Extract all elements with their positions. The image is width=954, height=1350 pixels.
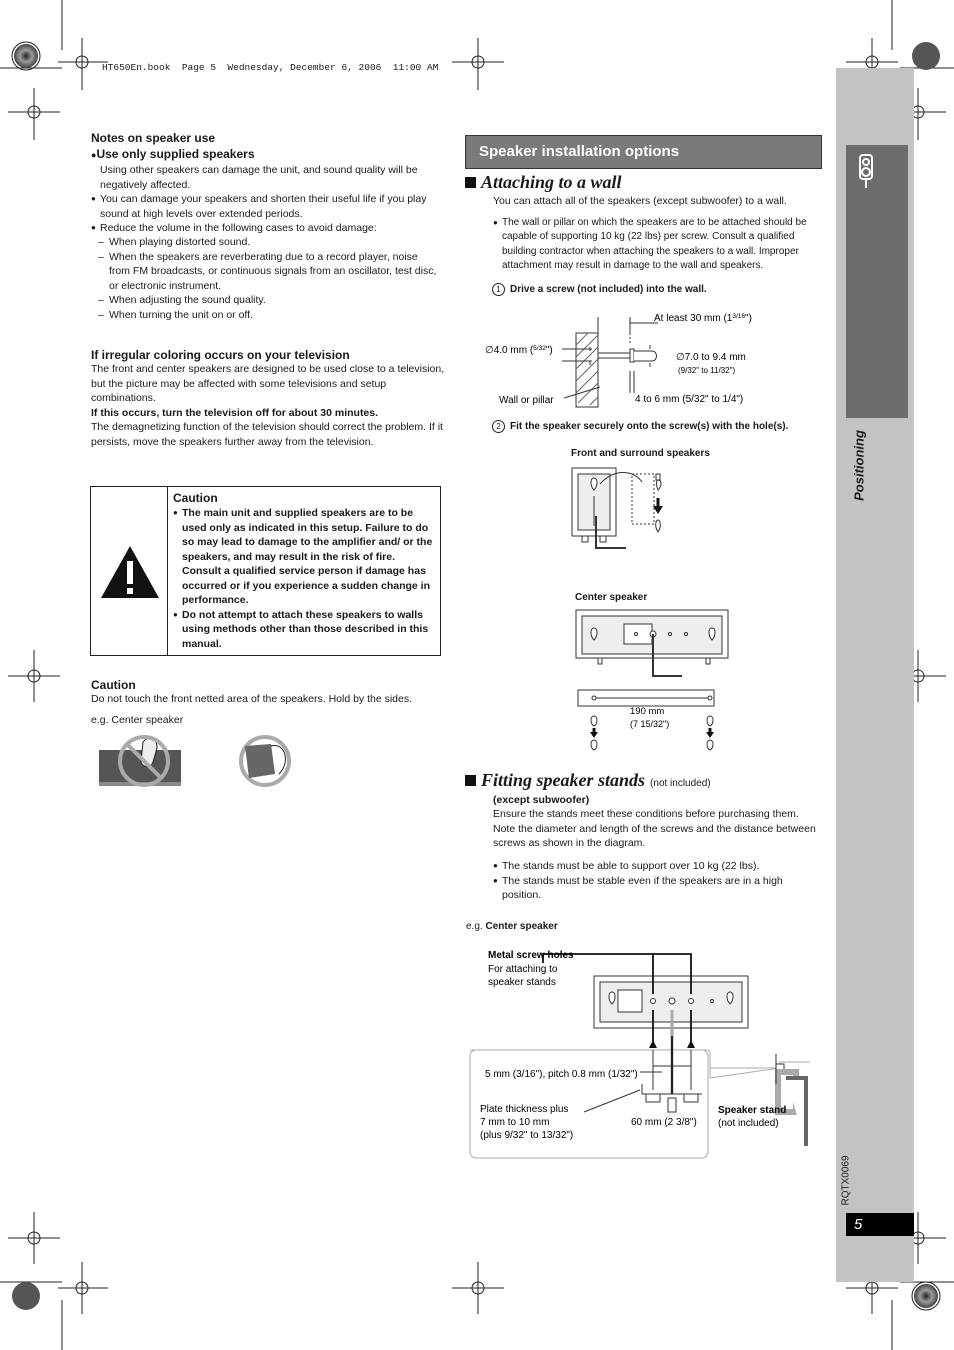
metal-holes-label: Metal screw holes [488,950,574,961]
dim-diam4: ∅4.0 mm ($^{5/32}$") [485,345,553,356]
stands-intro: Ensure the stands meet these conditions before purchasing them. Note the diameter and length of the screws and the distance between screws as shown in the diagram. [493,808,816,849]
irregular-text [91,362,447,449]
eg-prefix: e.g. [466,921,483,932]
use-supplied-title [91,147,255,163]
eg-center-bold: Center speaker [485,921,558,932]
stands-note: (not included) [650,778,711,789]
stands-list [493,859,823,903]
hold-illustration [95,732,295,790]
list-item: ● Reduce the volume in the following cases to avoid damage: [91,221,447,236]
stands-title-text: Fitting speaker stands [481,770,646,790]
dim-diam7-sub: (9/32" to 11/32") [678,366,736,375]
stands-title [465,770,711,791]
eg-center-stand [466,921,558,932]
list-item: – When the speakers are reverberating due to a record player, noise from FM broadcasts, or continuous signals from an oscillator, test disc, or electronic instrument. [98,250,440,294]
step2-text: Fit the speaker securely onto the screw(s) with the hole(s). [510,421,789,432]
stand-diagram [466,944,826,1164]
step1 [492,283,707,296]
eg-center-label: e.g. Center speaker [91,714,184,726]
irregular-title: If irregular coloring occurs on your television [91,348,350,362]
front-surround-label: Front and surround speakers [571,448,710,459]
plate-l1: Plate thickness plus [480,1104,569,1115]
plate-l2: 7 mm to 10 mm [480,1117,550,1128]
step2-number: 2 [492,420,505,433]
list-item: ● You can damage your speakers and shorten their useful life if you play sound at high levels over extended periods. [91,192,447,221]
doc-code-text: RQTX0069 [840,1155,852,1206]
metal-holes-sub1: For attaching to [488,964,558,975]
doc-code [841,1146,852,1216]
dim-at-least: At least 30 mm $(1^{3/16}")$ [654,313,752,324]
list-item: ● The stands must be stable even if the speakers are in a high position. [493,874,823,903]
wall-bullet-list [493,216,823,273]
dim-diam7: ∅7.0 to 9.4 mm [676,352,746,363]
list-item: ● Do not attempt to attach these speakers to walls using methods other than those described in this manual. [173,608,435,652]
speaker-notes-list [91,192,447,236]
dim-190: 190 mm [630,706,665,717]
file-info-header: HT650En.book Page 5 Wednesday, December 6, 2006 11:00 AM [102,62,439,73]
notes-title: Notes on speaker use [91,131,216,145]
caution2-title: Caution [91,678,136,692]
stand-label-sub: (not included) [718,1118,779,1129]
sidebar-section-label [852,422,867,510]
metal-holes-sub2: speaker stands [488,977,556,988]
dim-5mm: 5 mm (3/16"), pitch 0.8 mm (1/32") [485,1069,638,1080]
list-item: ● The stands must be able to support over 10 kg (22 lbs). [493,859,823,874]
stand-label: Speaker stand [718,1105,787,1116]
square-bullet-icon [465,177,476,188]
irregular-bold: If this occurs, turn the television off for about 30 minutes. [91,406,379,419]
except-subwoofer: (except subwoofer) [493,794,590,806]
dim-190-sub: (7 15/32") [630,719,670,729]
plate-l3: (plus 9/32" to 13/32") [480,1130,574,1141]
list-item: ● The main unit and supplied speakers are to be used only as indicated in this setup. Failure to do so may lead to damage to the amplifier and/ or the speakers, and may result in the risk of fire. Consult a qualified service person if damage has occurred or if you experience a sudden change in performance. [173,506,435,608]
front-speaker-diagram [570,464,680,554]
dim-60: 60 mm (2 3/8") [631,1117,697,1128]
step2 [492,420,788,433]
caution-box-list [173,506,435,651]
wall-or-pillar-label: Wall or pillar [499,395,554,406]
irregular-text-1: The front and center speakers are designed to be used close to a television, but the picture may be affected with some televisions and setup combinations. [91,363,445,404]
wall-title [465,172,622,193]
caution-box-divider [167,487,168,655]
warning-triangle-icon [99,544,161,600]
caution2-text: Do not touch the front netted area of the speakers. Hold by the sides. [91,693,413,705]
page-number: 5 [854,1216,863,1233]
speaker-icon [852,150,880,192]
page-number-box [846,1213,914,1236]
square-bullet-icon [465,775,476,786]
center-speaker-label: Center speaker [575,592,648,603]
screw-diagram [480,305,800,415]
section-title: Speaker installation options [479,143,680,160]
reduce-volume-list [98,235,440,322]
dim-4to6: 4 to 6 mm (5/32" to 1/4") [635,394,744,405]
wall-intro: You can attach all of the speakers (except subwoofer) to a wall. [493,195,787,207]
list-item: ● The wall or pillar on which the speakers are to be attached should be capable of supporting 10 kg (22 lbs) per screw. Consult a qualified building contractor when attaching the speakers to a wall. Improper attachment may result in damage to the wall and speakers. [493,216,823,273]
caution-box-title: Caution [173,491,218,505]
list-item: – When playing distorted sound. [98,235,440,250]
center-speaker-diagram [570,606,740,756]
sidebar-section-label-text: Positioning [851,430,867,501]
step1-text: Drive a screw (not included) into the wall. [510,284,707,295]
step1-number: 1 [492,283,505,296]
use-supplied-text: Using other speakers can damage the unit, and sound quality will be negatively affected. [100,164,418,191]
irregular-text-2: The demagnetizing function of the television should correct the problem. If it persists, move the speakers further away from the television. [91,421,443,448]
bullet-glyph: ● [91,150,97,160]
use-supplied-title-text: Use only supplied speakers [96,147,255,161]
caution-box [90,486,441,656]
section-title-bar [465,135,822,169]
wall-title-text: Attaching to a wall [481,172,622,192]
list-item: – When turning the unit on or off. [98,308,440,323]
list-item: – When adjusting the sound quality. [98,293,440,308]
